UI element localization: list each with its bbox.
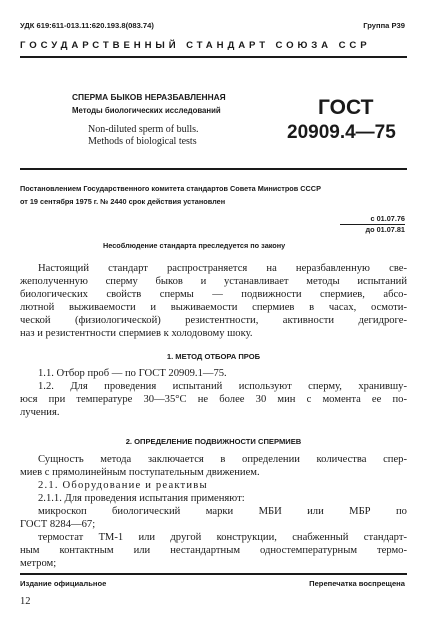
word: биологический — [112, 506, 181, 517]
intro-line: Настоящий стандарт распространяется на неразбавленную све- — [38, 263, 407, 274]
page-number: 12 — [20, 596, 31, 607]
validity-to: до 01.07.81 — [365, 225, 405, 234]
intro-line: жеполученную сперму быков и устанавливает методы испытаний — [20, 276, 407, 287]
thermostat-line: термостат ТМ-1 или другой конструкции, снабженный стандарт- — [38, 532, 407, 543]
clause-2-1: 2.1. Оборудование и реактивы — [38, 480, 208, 491]
validity-from: с 01.07.76 — [370, 214, 405, 223]
english-title-line2: Methods of biological tests — [88, 136, 197, 147]
header-rule — [20, 56, 407, 58]
legal-warning: Несоблюдение стандарта преследуется по закону — [103, 241, 286, 250]
clause-2-1-1: 2.1.1. Для проведения испытания применяют: — [38, 493, 245, 504]
intro-line: наз и резистентности спермиев к холодовому шоку. — [20, 328, 253, 339]
section-2-heading: 2. ОПРЕДЕЛЕНИЕ ПОДВИЖНОСТИ СПЕРМИЕВ — [125, 437, 302, 446]
footer-rule — [20, 573, 407, 575]
official-edition-label: Издание официальное — [20, 579, 107, 588]
microscope-gost: ГОСТ 8284—67; — [20, 519, 96, 530]
gost-number: 20909.4—75 — [287, 122, 396, 143]
word: марки — [205, 506, 234, 517]
clause-1-2-line: 1.2. Для проведения испытаний используют сперму, хранившу- — [38, 381, 407, 392]
intro-line: лютной выживаемости и выживаемости спермиев в часах, осмоти- — [20, 302, 407, 313]
essence-line: Сущность метода заключается в определении количества спер- — [38, 454, 407, 465]
document-title: СПЕРМА БЫКОВ НЕРАЗБАВЛЕННАЯ — [72, 92, 226, 102]
essence-line: миев с прямолинейным поступательным движением. — [20, 467, 260, 478]
clause-1-2-line: юся при температуре 30—35°С не более 30 мин с момента ее по- — [20, 394, 407, 405]
intro-paragraph — [20, 262, 407, 340]
standard-banner: ГОСУДАРСТВЕННЫЙ СТАНДАРТ СОЮЗА ССР — [20, 40, 371, 51]
english-title-line1: Non-diluted sperm of bulls. — [88, 124, 199, 135]
word: МБИ — [258, 506, 282, 517]
udk-code: УДК 619:611-013.11:620.193.8(083.74) — [20, 21, 154, 30]
validity-underline — [340, 224, 405, 225]
intro-line: биологических свойств спермы — подвижности спермиев, абсо- — [20, 289, 407, 300]
title-rule — [20, 168, 407, 170]
decree-line-1: Постановлением Государственного комитета стандартов Совета Министров СССР — [20, 184, 321, 193]
thermostat-line: ным контактным или нестандартным одностемпературным термо- — [20, 545, 407, 556]
clause-1-2-line: лучения. — [20, 407, 60, 418]
section-2-body — [20, 453, 407, 570]
document-subtitle: Методы биологических исследований — [72, 106, 221, 115]
word: или — [307, 506, 324, 517]
section-1-body — [20, 367, 407, 419]
gost-label: ГОСТ — [318, 96, 374, 119]
thermostat-line: метром; — [20, 558, 57, 569]
reprint-prohibited-label: Перепечатка воспрещена — [309, 579, 405, 588]
word: по — [395, 506, 407, 517]
group-code: Группа Р39 — [363, 21, 405, 30]
decree-line-2: от 19 сентября 1975 г. № 2440 срок действия установлен — [20, 197, 226, 206]
word: МБР — [349, 506, 371, 517]
word: микроскоп — [38, 506, 87, 517]
section-1-heading: 1. МЕТОД ОТБОРА ПРОБ — [166, 352, 261, 361]
clause-1-1: 1.1. Отбор проб — по ГОСТ 20909.1—75. — [38, 368, 227, 379]
intro-line: ческой (физиологической) резистентности, активности дегидроге- — [20, 315, 407, 326]
microscope-line — [20, 505, 407, 518]
